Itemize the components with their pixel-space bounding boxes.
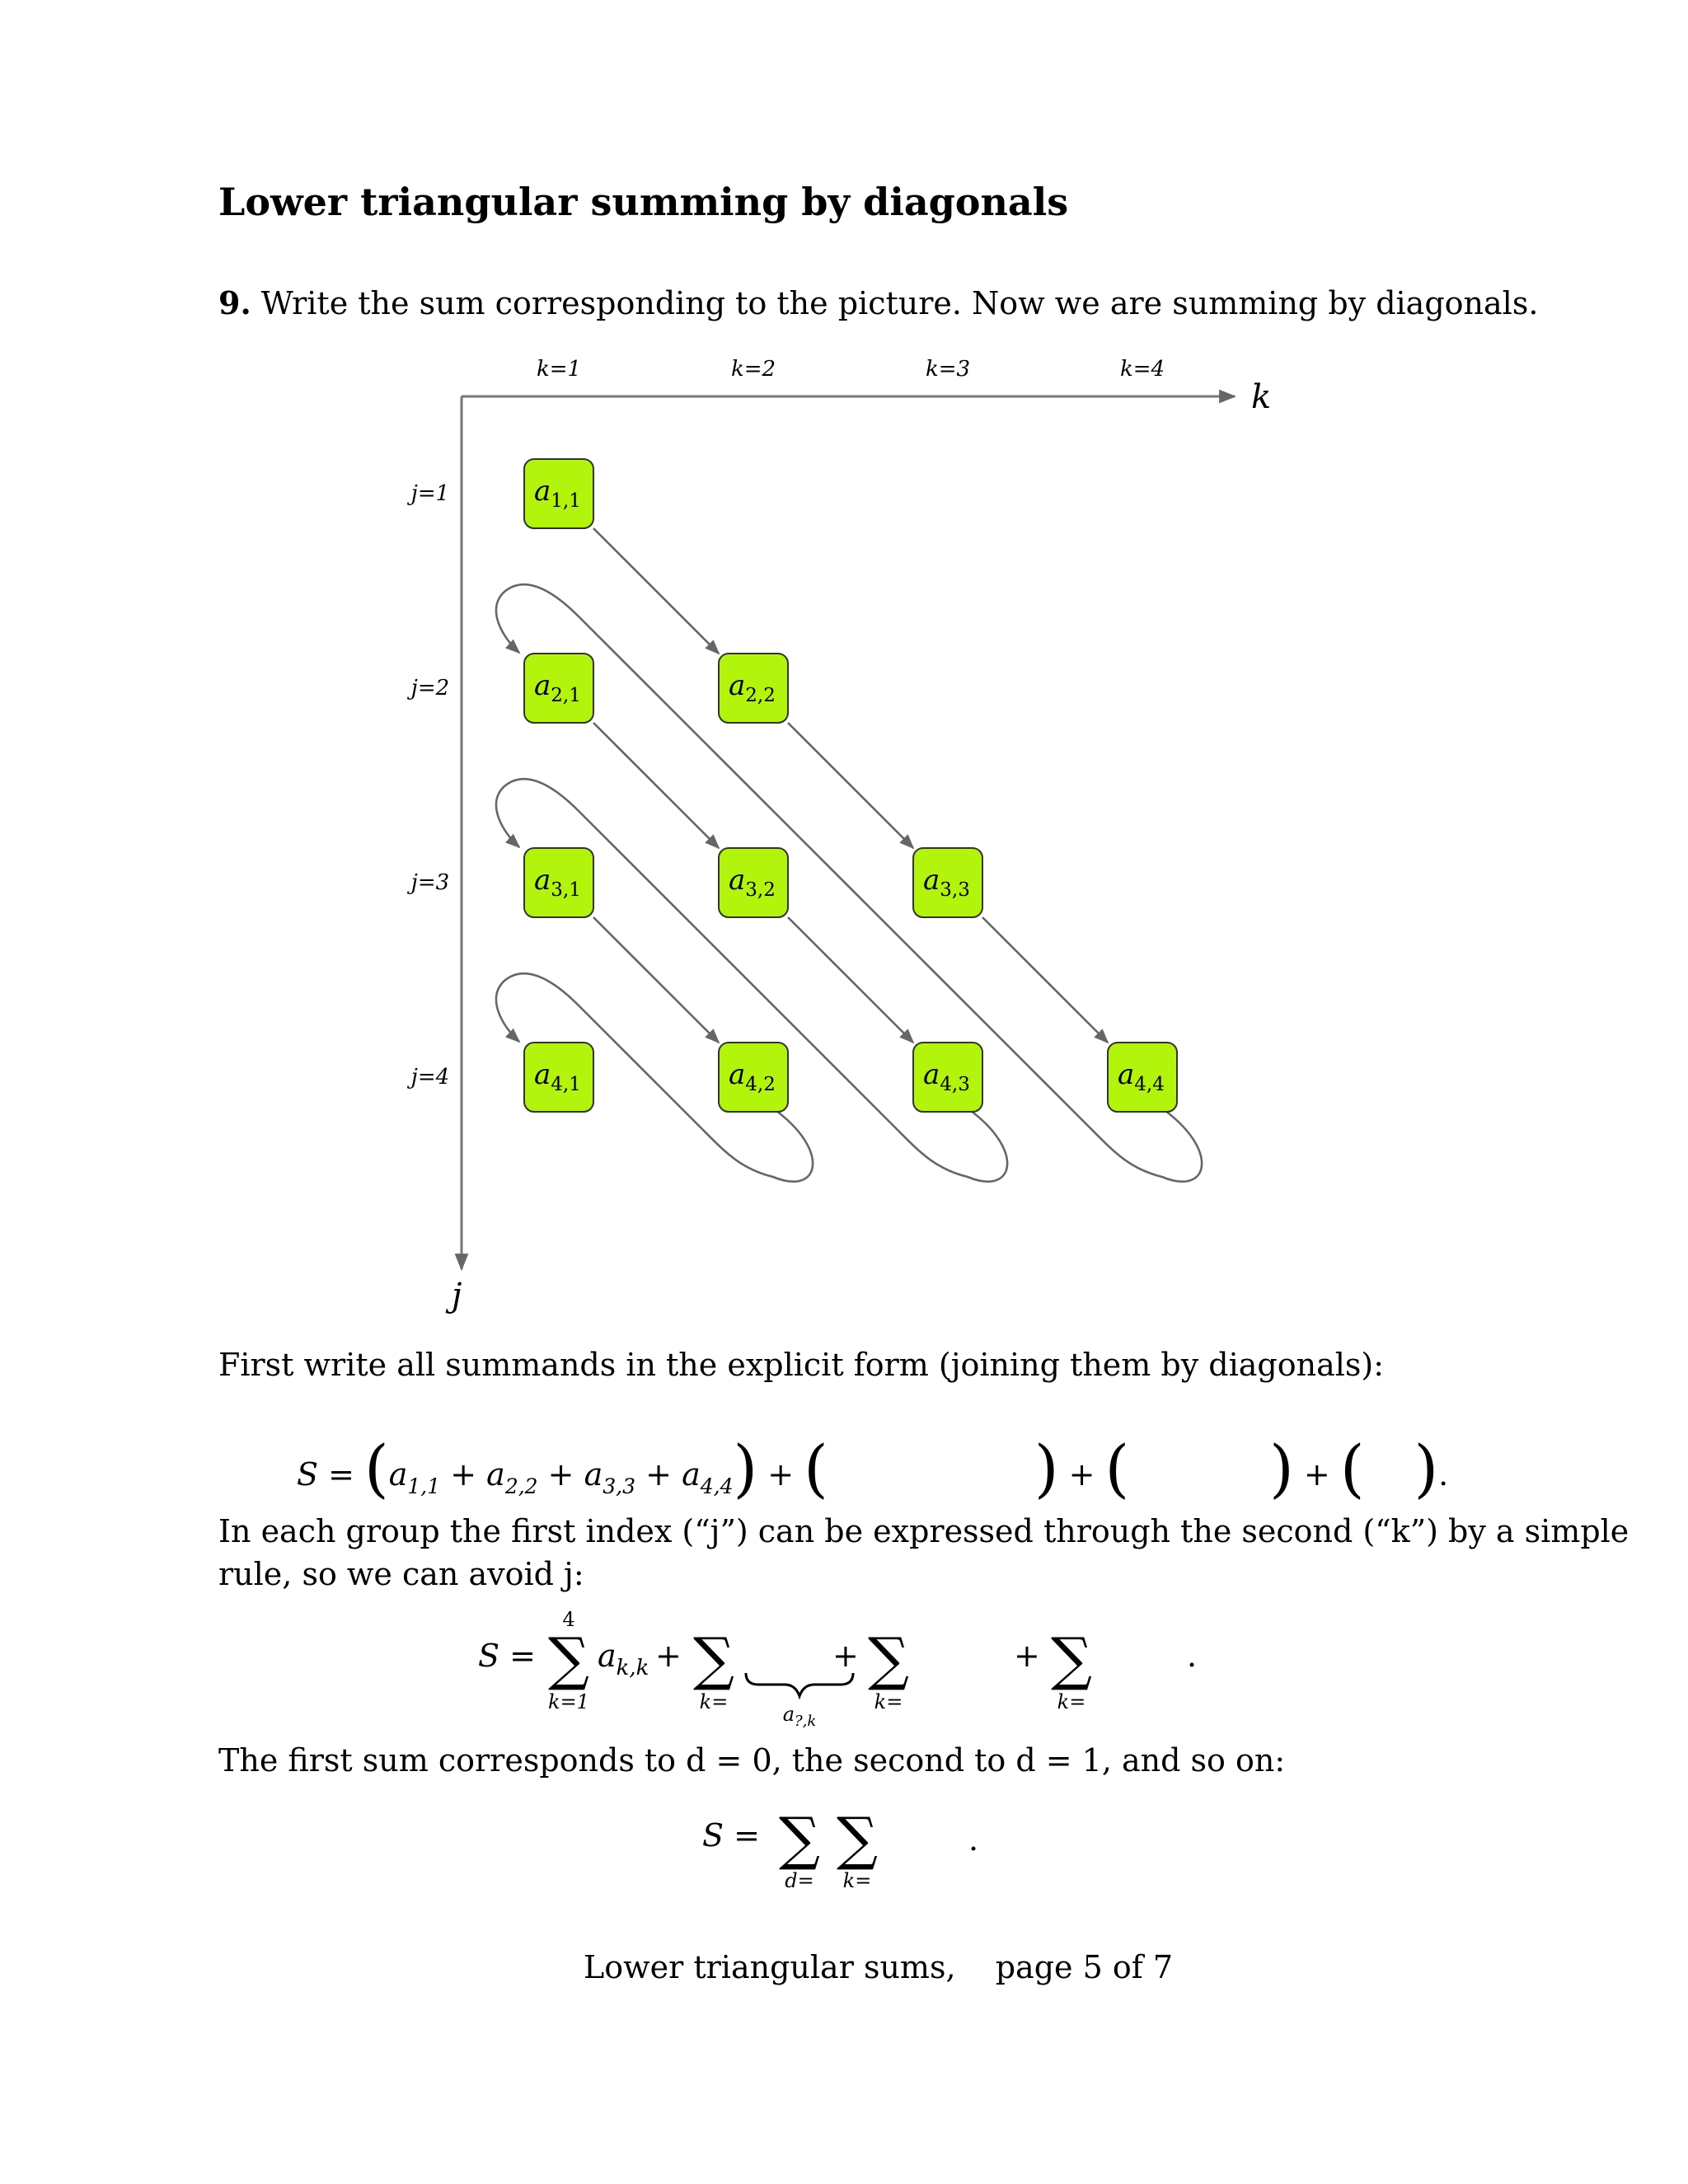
cell-label: $a_{2,2}$: [729, 669, 776, 706]
arrow-a22-a33: [788, 723, 913, 848]
instruction-d-index: The first sum corresponds to d = 0, the second to d = 1, and so on:: [218, 1742, 1286, 1779]
eq1-term-1: $a_{1,1}$: [388, 1456, 441, 1498]
sum1-term: $a_{k,k}$: [598, 1638, 649, 1680]
equation-explicit-sum: [297, 1432, 1449, 1505]
diagonal-arrows: [496, 528, 1202, 1182]
column-label-k3: k=3: [925, 357, 971, 382]
paren-open-1: (: [364, 1432, 389, 1505]
plus-sign: +: [1303, 1456, 1330, 1493]
cell-label: $a_{1,1}$: [534, 475, 581, 512]
footer-text: Lower triangular sums,: [584, 1949, 956, 1985]
page-footer: [584, 1949, 1173, 1985]
cell-label: $a_{4,3}$: [923, 1058, 970, 1095]
paren-open-2: (: [804, 1432, 828, 1505]
column-label-k1: k=1: [536, 357, 582, 382]
cell-label: $a_{2,1}$: [534, 669, 581, 706]
arrow-a33-a44: [982, 917, 1108, 1043]
cell-a41: [524, 1043, 593, 1112]
row-label-j4: j=4: [410, 1065, 450, 1090]
page-number: page 5 of 7: [995, 1949, 1174, 1985]
eq3-lhs: S =: [702, 1817, 760, 1854]
paren-close-1: ): [733, 1432, 758, 1505]
cell-label: $a_{4,2}$: [729, 1058, 776, 1095]
inner-lower-limit: k=: [842, 1869, 872, 1892]
loop-a43-to-a31: [496, 779, 1007, 1181]
equation-sum-over-k: [462, 1599, 1253, 1731]
outer-lower-limit: d=: [785, 1869, 814, 1892]
plus-sign: +: [655, 1638, 682, 1674]
cell-a32: [719, 848, 788, 917]
row-label-j3: j=3: [410, 870, 450, 895]
plus-sign: +: [450, 1456, 477, 1493]
sum3-sigma: ∑: [868, 1625, 909, 1693]
sum1-sigma: ∑: [548, 1625, 589, 1693]
equation-double-sum: [692, 1788, 1022, 1896]
cell-a22: [719, 654, 788, 723]
cell-a33: [913, 848, 982, 917]
underbrace-label: $a_{?,k}$: [782, 1703, 817, 1730]
sum4-lower-limit: k=: [1057, 1690, 1086, 1713]
eq1-term-3: $a_{3,3}$: [584, 1456, 636, 1498]
column-label-k4: k=4: [1119, 357, 1165, 382]
row-label-j2: j=2: [410, 676, 450, 701]
section-title: Lower triangular summing by diagonals: [218, 180, 1069, 224]
cell-label: $a_{4,4}$: [1118, 1058, 1165, 1095]
inner-sigma: ∑: [837, 1805, 878, 1872]
eq2-period: .: [1187, 1638, 1198, 1674]
underbrace: [746, 1673, 853, 1696]
cell-label: $a_{4,1}$: [534, 1058, 581, 1095]
plus-sign: +: [767, 1456, 795, 1493]
paren-close-4: ): [1414, 1432, 1439, 1505]
sum4-sigma: ∑: [1051, 1625, 1092, 1693]
cell-a44: [1108, 1043, 1177, 1112]
k-axis-label: k: [1251, 378, 1272, 416]
problem-text: Write the sum corresponding to the picture. Now we are summing by diagonals.: [260, 285, 1539, 321]
cell-label: $a_{3,3}$: [923, 864, 970, 901]
sum1-upper-limit: 4: [562, 1608, 575, 1631]
paren-open-4: (: [1339, 1432, 1365, 1505]
cell-label: $a_{3,1}$: [534, 864, 581, 901]
instruction-avoid-j-line-2: rule, so we can avoid j:: [218, 1556, 584, 1592]
instruction-avoid-j: [218, 1510, 1629, 1596]
paren-close-3: ): [1269, 1432, 1294, 1505]
arrow-a21-a32: [593, 723, 719, 848]
sum3-lower-limit: k=: [874, 1690, 903, 1713]
sum2-lower-limit: k=: [699, 1690, 729, 1713]
loop-a44-to-a21: [496, 584, 1202, 1181]
j-axis-label: j: [452, 1277, 462, 1315]
cell-a42: [719, 1043, 788, 1112]
eq1-term-2: $a_{2,2}$: [486, 1456, 538, 1498]
arrow-a11-a22: [593, 528, 719, 654]
paren-open-3: (: [1104, 1432, 1130, 1505]
plus-sign: +: [1014, 1638, 1040, 1674]
problem-number: 9.: [218, 284, 251, 321]
plus-sign: +: [1068, 1456, 1095, 1493]
sum2-sigma: ∑: [693, 1625, 734, 1693]
instruction-explicit-form: First write all summands in the explicit form (joining them by diagonals):: [218, 1347, 1385, 1383]
sum1-lower-limit: k=1: [548, 1690, 589, 1713]
eq1-term-4: $a_{4,4}$: [682, 1456, 734, 1498]
instruction-avoid-j-line-1: In each group the first index (“j”) can be expressed through the second (“k”) by a simple: [218, 1513, 1629, 1549]
plus-sign: +: [645, 1456, 672, 1493]
arrow-a31-a42: [593, 917, 719, 1043]
plus-sign: +: [832, 1638, 859, 1674]
cell-a11: [524, 459, 593, 528]
paren-close-2: ): [1034, 1432, 1059, 1505]
cell-a43: [913, 1043, 982, 1112]
eq1-period: .: [1438, 1456, 1449, 1493]
outer-sigma: ∑: [779, 1805, 820, 1872]
cell-a21: [524, 654, 593, 723]
arrow-a32-a43: [788, 917, 913, 1043]
row-label-j1: j=1: [410, 481, 450, 506]
eq3-period: .: [968, 1821, 979, 1858]
cell-label: $a_{3,2}$: [729, 864, 776, 901]
eq1-lhs: S =: [297, 1456, 354, 1493]
eq2-lhs: S =: [478, 1638, 536, 1674]
plus-sign: +: [547, 1456, 574, 1493]
cell-a31: [524, 848, 593, 917]
column-label-k2: k=2: [730, 357, 776, 382]
